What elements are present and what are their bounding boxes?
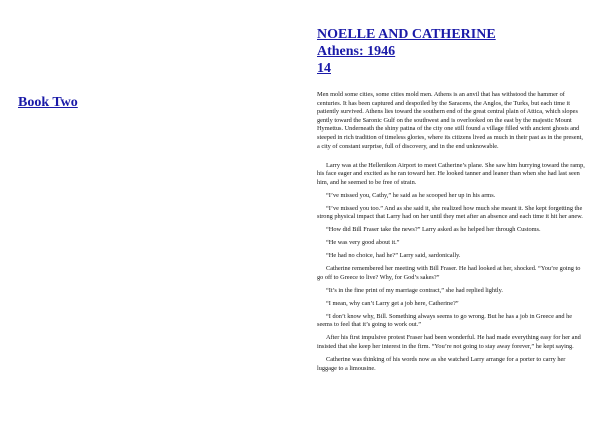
paragraph: Catherine was thinking of his words now as she watched Larry arrange for a porter to carry her luggage to a limousine. (317, 355, 566, 372)
paragraph: “He had no choice, had he?” Larry said, sardonically. (326, 252, 461, 260)
paragraph: “How did Bill Fraser take the news?” Larry asked as he helped her through Customs. (326, 226, 541, 234)
paragraph: “It’s in the fine print of my marriage contract,” she had replied lightly. (326, 286, 503, 294)
chapter-heading[interactable] (317, 26, 585, 77)
chapter-page (317, 26, 585, 378)
paragraph: Larry was at the Hellenikon Airport to meet Catherine’s plane. She saw him hurrying toward the ramp, his face eager and excited as he ran toward her. He looked tanner and leaner than when she had last seen him, and he seemed to be free of strain. (317, 161, 585, 186)
paragraph: After his first impulsive protest Fraser had been wonderful. He had made everything easy for her and insisted that she keep her interest in the firm. “You’re not going to stay away forever,” he kept saying. (317, 334, 581, 350)
chapter-body (317, 91, 585, 373)
paragraph: “I don’t know why, Bill. Something always seems to go wrong. But he has a job in Greece and he seems to feel that it’s going to work out.” (317, 312, 573, 329)
paragraph: “He was very good about it.” (326, 239, 400, 247)
chapter-number[interactable]: 14 (317, 61, 331, 76)
paragraph: “I’ve missed you too.” And as she said it, she realized how much she meant it. She kept forgetting the strong physical impact that Larry had on her until they met after an absence and each time it hit her anew. (317, 204, 583, 221)
chapter-location-year[interactable]: Athens: 1946 (317, 44, 396, 59)
paragraph: “I’ve missed you, Cathy,” he said as he scooped her up in his arms. (326, 191, 496, 199)
paragraph: Catherine remembered her meeting with Bill Fraser. He had looked at her, shocked. “You’re going to go off to Greece to live? Why, for God’s sakes?” (317, 265, 581, 281)
chapter-title[interactable]: NOELLE AND CATHERINE (317, 27, 496, 42)
part-title-link[interactable]: Book Two (18, 95, 78, 110)
paragraph: “I mean, why can’t Larry get a job here, Catherine?” (326, 299, 459, 307)
paragraph: Men mold some cities, some cities mold men. Athens is an anvil that has withstood the hammer of centuries. It has been captured and despoiled by the Saracens, the Anglos, the Turks, but each time it patiently survived. Athens lies toward the southern end of the great central plain of Attica, which slopes gently toward the Saronic Gulf on the southwest and is overlooked on the east by the majestic Mount Hymettus. Underneath the shiny patina of the city one still found a village filled with ancient ghosts and steeped in rich tradition of timeless glories, where its citizens lived as much in their past as in the present, a city of constant surprise, full of discovery, and in the end unknowable. (317, 91, 583, 150)
